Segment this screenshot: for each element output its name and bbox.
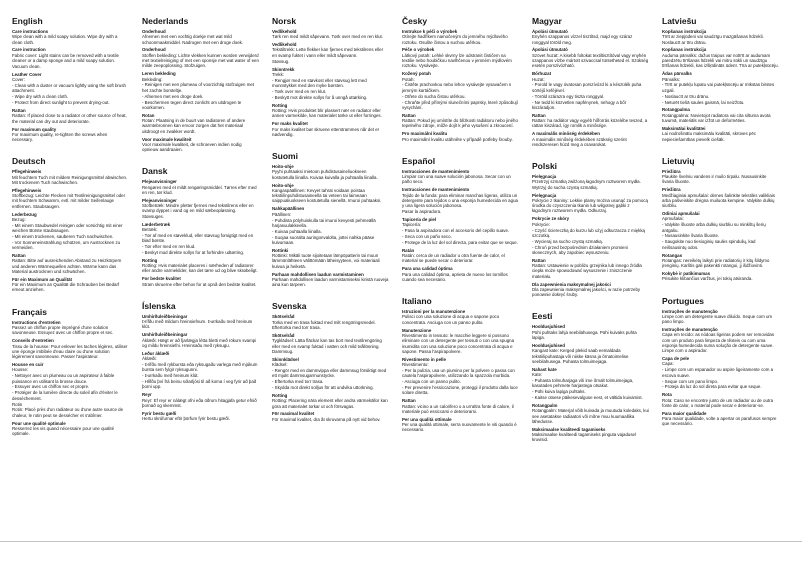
section-text: - Vor Sonneneinstrahlung schützen, um Austrocknen zu vermeiden. bbox=[12, 239, 121, 251]
section-text: Kangaspäällinen: Kevyet tahrat voidaan poistaa tekstiilinpuhdistusaineella tai veteen tai laimeaan saippualiuokseen kostutetulla sienellä. Imuroi puhtaaksi. bbox=[272, 187, 382, 204]
section-text: - Tør efter med en ren klud. bbox=[142, 244, 196, 250]
section-title: Kopšanas instrukcija bbox=[662, 47, 707, 53]
section-text: - Proteja da luz do sol direta para evitar que seque. bbox=[662, 384, 762, 390]
section-text: Pasar la aspiradora. bbox=[402, 209, 442, 215]
language-heading: Latviešu bbox=[662, 16, 697, 26]
section-title: Hooldusjuhised bbox=[532, 324, 565, 330]
section-title: For bedste kvalitet bbox=[142, 276, 181, 282]
section-text: Áklæði: bbox=[142, 356, 157, 362]
section-text: Pühi puhtaks lahja seebilahusega. Pühi kuivaks puhta lapiga. bbox=[532, 329, 637, 341]
section-title: Ápolási útmutató bbox=[532, 29, 568, 34]
section-title: For maximum quality bbox=[12, 126, 57, 132]
section-text: Rattan: Bitte auf ausreichenden Abstand zu Heizkörpern und anderen Wärmequellen achten. Wärme kann das Material austrocknen und schwächen. bbox=[12, 258, 122, 274]
section-text: Rotting: Placering nära element eller andra värmekällor kan göra att materialet torkar ut och försvagas. bbox=[272, 398, 388, 409]
section-title: Rotangpalm bbox=[532, 402, 558, 408]
section-text: - Nettoyer avec un plumeau ou un aspirateur à faible puissance en utilisant la brosse douce. bbox=[12, 373, 115, 384]
section-text: Lai nodrošinātu maksimālu kvalitāti, skrūves pēc nepieciešamības pievelk ciešāk. bbox=[662, 131, 756, 142]
text-column-4 bbox=[402, 16, 519, 457]
section-title: Nahast kate bbox=[532, 366, 557, 372]
section-title: Kožený potah bbox=[402, 71, 431, 77]
section-title: Rattan bbox=[402, 398, 416, 404]
section-text: - Tīrīt ar putekļu lupatu vai putekļsūcēju ar mīkstas birstes uzgali. bbox=[662, 82, 775, 93]
section-text: Ratán: cerca de un radiador u otra fuente de calor, el material se puede secar o deteriorar. bbox=[402, 253, 505, 264]
section-title: Onderhoud bbox=[142, 47, 166, 53]
section-title: Parhaan mahdollisen laadun varmistaminen bbox=[272, 271, 364, 277]
section-text: - Neturēt tiešā saules gaismā, lai neizžūtu. bbox=[662, 99, 745, 105]
section-text: - Seque com um pano limpo. bbox=[662, 378, 719, 384]
language-heading: Svenska bbox=[272, 301, 307, 312]
section-title: Pour une qualité optimale bbox=[12, 420, 66, 426]
section-title: Maksimaalse kvaliteedi tagamiseks bbox=[532, 426, 606, 432]
language-block-lietuvi- bbox=[662, 156, 779, 282]
section-text: Tygklädsel: Lätta fläckar kan tas bort med textilrengöring eller med en svamp fuktad i vatten och mild tvållösning. Dammsug. bbox=[272, 338, 382, 354]
language-heading: Dansk bbox=[142, 166, 168, 177]
text-column-3 bbox=[272, 16, 389, 457]
section-text: Látkový potah: Lehké skvrny lze odstranit čističem na textilie nebo houbičkou navlhčenou v jemném mýdlovém roztoku. Vysávejte. bbox=[402, 52, 512, 69]
section-text: Vacuum clean. bbox=[12, 63, 41, 69]
section-text: Betræk: bbox=[142, 226, 158, 232]
section-title: Manutenzione bbox=[402, 327, 432, 333]
section-text: Apmušalai: bbox=[662, 216, 684, 222]
text-column-6 bbox=[662, 16, 779, 457]
section-text: Kangast kate: Kerged plekid saab eemaldada tekstiilipuhastaja või niiske käsna ja õrnatoimelise seebilahusega. Puhasta tolmuimejaga. bbox=[532, 348, 629, 364]
section-title: Lederbezug bbox=[12, 211, 37, 217]
section-text: Per una qualità ottimale, serra nuovamente le viti quando è necessario. bbox=[402, 421, 517, 433]
section-title: Rattan bbox=[532, 112, 546, 118]
section-title: Skötselråd bbox=[272, 314, 295, 320]
section-title: Conseils d'entretien bbox=[12, 338, 54, 344]
section-text: Tørk ren med mildt såpevann. Tørk over med en ren klut. bbox=[272, 34, 383, 40]
section-title: Instrukce k péči o výrobek bbox=[402, 29, 458, 34]
section-text: Housse: bbox=[12, 367, 29, 373]
language-block-espa-ol bbox=[402, 156, 519, 282]
section-text: Áklæði: Hægt er að fjarlægja létta bletti með rökum svampi og mildu hreinsiefni. Hreinsaðu með ryksugu. bbox=[142, 337, 257, 348]
section-title: Ādas pārvalks bbox=[662, 71, 692, 77]
text-column-1 bbox=[12, 16, 129, 457]
section-text: - Čistěte prachovkou nebo lehce vysávejte vysavačem s jemným kartáčkem. bbox=[402, 82, 512, 93]
section-text: Auduma pārvalks: dažus traipus var notīrīt ar audumam paredzētu tīrīšanas līdzekli vai mitru sūkli un saudzīgu tīrīšanas līdzekli, kas izšķīdināts ūdenī. Tīra ar putekļsūcēju. bbox=[662, 52, 779, 69]
language-block-magyar bbox=[532, 16, 649, 147]
section-title: Skinntrekk bbox=[272, 66, 295, 72]
section-text: Hertu skrúfurnar eftir þörfum fyrir bestu gæði. bbox=[142, 416, 230, 422]
section-text: - Per la pulizia, usa un piumino per la polvere o passa con cautela l'aspirapolvere, utilizzando la spazzola morbida. bbox=[402, 367, 515, 379]
section-title: Rotting bbox=[272, 392, 288, 398]
section-title: Leður áklæði bbox=[142, 350, 170, 356]
section-text: För maximal kvalitet, dra åt skruvarna på nytt vid behov. bbox=[272, 416, 381, 422]
section-title: Fyrir bestu gæði bbox=[142, 410, 177, 416]
section-text: Rattan: If placed close to a radiator or other source of heat, the material can dry out and deteriorate. bbox=[12, 113, 127, 124]
section-text: - Kuivaa puhtaalla liinalla. bbox=[272, 228, 322, 234]
section-text: Rotting: Hvis produktet blir plassert nær en radiator eller annen varmekilde, kan materialet tørke ut eller forringes. bbox=[272, 108, 382, 119]
section-text: Enyhén szappanos vízzel tisztítsd, majd egy száraz ronggyal töröld meg. bbox=[532, 34, 633, 45]
section-text: Plaukite švelniu vandens ir muilo tirpalu. Nusausinkite švaria šluoste. bbox=[662, 174, 767, 185]
section-text: - Ne tedd ki közvetlen napfénynek, nehogy a bőr kiszáradjon. bbox=[532, 99, 627, 110]
section-title: Hooldusjuhised bbox=[532, 342, 565, 348]
text-column-2 bbox=[142, 16, 259, 457]
section-title: Istruzioni per la manutenzione bbox=[402, 309, 466, 315]
section-text: Rattan: Ustawienie w pobliżu grzejnika lub innego źródła ciepła może spowodować wysuszenie i zniszczenie materiału. bbox=[532, 263, 642, 279]
section-text: Rotangpalm: Materjal võib kuivada ja muutuda koledaks, kui see asetatakse radiaatori või mõne muu kuumaallika lähedusse. bbox=[532, 408, 649, 424]
section-title: Care instructions bbox=[12, 29, 49, 34]
section-title: Vedlikehold bbox=[272, 29, 297, 34]
section-text: Wipe clean with a mild soapy solution. Wipe dry with a clean cloth. bbox=[12, 34, 118, 45]
section-text: - Afnemen met een droge doek. bbox=[142, 93, 204, 99]
section-title: Hoito-ohje bbox=[272, 182, 294, 188]
section-text: Stoffen bekleding: Lichte vlekken kunnen worden verwijderd met textielreiniging of met een sponsje met wat water of een milde zeepoplossing. Stofzuigen. bbox=[142, 52, 259, 69]
section-text: Huzat: bbox=[532, 76, 545, 82]
section-text: Rattan: Pokud jej umístíte do blízkosti radiátoru nebo jiného tepelného zdroje, může dojít k jeho vysušení a zkroucení. bbox=[402, 118, 518, 129]
section-text: - Pühi kuiva lapiga puhtaks. bbox=[532, 389, 586, 395]
section-title: Rotting bbox=[142, 257, 158, 263]
section-title: Leather Cover bbox=[12, 71, 42, 77]
section-title: Pflegehinweis bbox=[12, 187, 42, 193]
section-text: Pro maximální kvalitu utáhněte v případě potřeby šrouby. bbox=[402, 136, 513, 142]
section-text: - Valykite šluoste arba dulkių siurbliu su minkštų šerių antgaliu. bbox=[662, 222, 766, 233]
language-block-deutsch bbox=[12, 156, 129, 292]
section-title: Vedlikehold bbox=[272, 42, 297, 48]
section-title: Onderhoud bbox=[142, 29, 166, 34]
section-text: Rotin: Placé près d'un radiateur ou d'une autre source de chaleur, le rotin peut se dessécher et s'abîmer. bbox=[12, 407, 124, 418]
section-title: Para maior qualidade bbox=[662, 410, 707, 416]
section-text: Tejido de la funda: para eliminar manchas ligeras, utiliza un detergente para tejidos o una esponja humedecida en agua y una ligera solución jabonosa. bbox=[402, 192, 518, 209]
section-text: Päällinen: bbox=[272, 211, 292, 217]
section-text: - Protéger de la lumière directe du soleil afin d'éviter le dessèchement. bbox=[12, 390, 118, 401]
section-title: Instruções de manutenção bbox=[662, 308, 718, 314]
section-text: Afnemen met een vochtig doekje met wat mild schoonmaakmiddel. Nadrogen met een droge doek. bbox=[142, 34, 244, 45]
language-block-portugues bbox=[662, 296, 779, 427]
language-heading: Français bbox=[12, 306, 47, 317]
section-title: Skinnklädsel bbox=[272, 356, 299, 362]
section-text: Parhaan mahdollisen laadun varmistamiseksi kiristä ruuveja aina kun tarpeen. bbox=[272, 276, 389, 288]
section-title: Instrucciones de mantenimiento bbox=[402, 187, 470, 193]
section-text: - Þurrkaðu með hreinum klút. bbox=[142, 373, 199, 379]
section-text: - Beskytt mot direkte sollys for å unngå uttørking. bbox=[272, 94, 368, 100]
language-heading: Nederlands bbox=[142, 16, 189, 26]
section-text: Rotan: Plaatsing in de buurt van radiatoren of andere warmtebronnen kan ervoor zorgen dat het materiaal uitdroogt en zwakker wordt. bbox=[142, 118, 246, 134]
section-text: Potah: bbox=[402, 76, 415, 82]
section-text: - Puhdista pölyhuiskulla tai imuroi kevyesti pehmeällä harjasuulakkeella. bbox=[272, 217, 376, 228]
section-title: Odiniai apmušalai bbox=[662, 211, 700, 217]
language-block--slenska bbox=[142, 301, 259, 422]
section-text: - Eftertorka med torr trasa. bbox=[272, 379, 324, 385]
section-text: Rotangas: nereikėtų laikyti prie radiatorių ir kitų šildymo įrenginių. Karštis gali pakenkti rotangui, jį išdžiovinti. bbox=[662, 257, 770, 269]
section-text: For maximum quality, re-tighten the screws when necessary. bbox=[12, 131, 108, 143]
section-text: Stram skruerne efter behov for at opnå den bedste kvalitet. bbox=[142, 281, 257, 287]
section-text: Reyr: Ef reyr er nálægt ofni eða öðrum hitagjafa getur efnið þornað og skemmst. bbox=[142, 397, 257, 408]
section-text: Torka med en trasa fuktad med milt rengöringsmedel. Eftertorka med torr trasa. bbox=[272, 319, 376, 331]
section-title: A maximális minőség érdekében bbox=[532, 131, 600, 137]
language-heading: Italiano bbox=[402, 296, 432, 307]
section-title: Rottinki bbox=[272, 247, 289, 253]
section-text: Resserrez les vis quand nécessaire pour une qualité optimale. bbox=[12, 425, 115, 437]
section-text: - Noslaucīt ar tīru drānu. bbox=[662, 93, 710, 99]
section-text: Otírejte hadříkem namočeným do jemného mýdlového roztoku. Osušte čistou a suchou utěrkou. bbox=[402, 34, 508, 45]
section-title: Rivestimento in pelle bbox=[402, 356, 446, 362]
section-text: Pulisci con una soluzione di acqua e sapone poco concentrata. Asciuga con un panno pulito. bbox=[402, 314, 500, 325]
section-text: - Porold le vagy óvatosan porszívózd ki a készülék puha sörtéjű keféjével. bbox=[532, 82, 642, 93]
section-title: Plejeanvisninger bbox=[142, 197, 177, 203]
section-title: Rotan bbox=[142, 112, 155, 118]
section-title: Rattan bbox=[532, 257, 546, 263]
section-text: Szövet huzat: A kisebb foltokat textiltisztítóval vagy enyhén szappanos vízbe mártott szivaccsal tüntetheted el. Szükség esetén porszívózható. bbox=[532, 52, 649, 69]
section-title: Tapicería de piel bbox=[402, 216, 437, 222]
section-title: Umhirðuleiðbeiningar bbox=[142, 313, 188, 319]
section-text: Para maior qualidade, volte a apertar os parafusos sempre que necessário. bbox=[662, 416, 777, 427]
section-text: Pokrycie z tkaniny: Lekkie plamy można usunąć za pomocą środka do czyszczenia tkanin lub wilgotnej gąbki z łagodnym roztworem mydła. Odkurzaj. bbox=[532, 197, 648, 214]
section-title: Rota bbox=[662, 392, 672, 398]
section-title: Para una calidad óptima bbox=[402, 266, 453, 272]
section-text: - Chraňte před přímými slunečními paprsky, které způsobují vysychání. bbox=[402, 99, 518, 110]
section-title: Instruções de manutenção bbox=[662, 327, 718, 333]
section-title: Rattan bbox=[402, 112, 416, 118]
language-block-polski bbox=[532, 161, 649, 297]
section-text: - Wipe dry with a clean cloth. bbox=[12, 94, 69, 100]
section-title: Pielęgnacja bbox=[532, 174, 557, 180]
section-text: - Rengjør med en støvkost eller støvsug lett med munnstykket med den myke børsten. bbox=[272, 77, 367, 89]
section-text: Þrífðu með mildum hreinsiefnum. Þurrkaðu með hreinum klút. bbox=[142, 319, 253, 330]
section-text: Capa: bbox=[662, 361, 674, 367]
section-title: Ápolási útmutató bbox=[532, 47, 568, 53]
section-text: Kate: bbox=[532, 372, 543, 378]
section-title: Rattan bbox=[12, 108, 26, 114]
section-text: Rivestimento: bbox=[402, 362, 429, 368]
section-text: - Pasa la aspiradora con el accesorio del cepillo suave. bbox=[402, 228, 510, 234]
section-title: Instructions d'entretien bbox=[12, 319, 61, 325]
section-text: For maks kvalitet bør skruene etterstrammes når det er nødvendig. bbox=[272, 126, 380, 137]
section-text: - Puhasta tolmuharjaga või ime õrnalt tolmuimejaga, kasutades pehmete harjastega otsakut. bbox=[532, 377, 634, 389]
section-text: - Clean with a duster or vacuum lightly using the soft brush attachment. bbox=[12, 83, 126, 94]
section-title: Capa de pele bbox=[662, 356, 690, 362]
language-block--esky bbox=[402, 16, 519, 142]
language-heading: Eesti bbox=[532, 311, 553, 322]
section-text: Przetrzyj szmatką zwilżoną łagodnym roztworem mydła. Wytrzyj do sucha czystą szmatką. bbox=[532, 179, 641, 190]
language-block-norsk bbox=[272, 16, 389, 137]
language-heading: Portugues bbox=[662, 295, 705, 306]
section-text: Tapicería: bbox=[402, 222, 422, 228]
section-text: - Protege de la luz del sol directa, para evitar que se seque. bbox=[402, 239, 518, 245]
section-text: Medžiaginiai apmušalai: dėmes šalinkite tekstilės valikliais arba pašveiskite drėgna muiluota kempine. Valykite dulkių siurbliu. bbox=[662, 192, 775, 209]
section-text: Tīrīt ar ziepjūdeni vai saudzīgu mazgāšanas līdzekli. Noslaucīt ar tīru drānu. bbox=[662, 34, 764, 45]
language-block-nederlands bbox=[142, 16, 259, 152]
section-title: Kopšanas instrukcija bbox=[662, 29, 707, 34]
section-text: Fabric cover: Light stains can be removed with a textile cleaner or a damp sponge and a mild soapy solution. bbox=[12, 52, 119, 64]
section-title: Plejeanvisninger bbox=[142, 179, 177, 185]
section-text: - Per prevenire l'essiccazione, proteggi il prodotto dalla luce solare diretta. bbox=[402, 385, 518, 396]
section-text: - Chroń przed bezpośrednim działaniem promieni słonecznych, aby zapobiec wysuszeniu. bbox=[532, 244, 628, 255]
section-title: För maximal kvalitet bbox=[272, 411, 315, 417]
section-text: Capa em tecido: as nódoas ligeiras podem ser removidas com um produto para limpeza de têxteis ou com uma esponja humedecida numa solução de detergente suave. Limpe com o aspirador. bbox=[662, 332, 775, 354]
section-text: Rengøres med et mildt rengøringsmiddel. Tørres efter med en ren, tør klud. bbox=[142, 184, 257, 195]
section-title: Rotangas bbox=[662, 252, 683, 258]
section-text: Tissu de la housse: Pour enlever les taches légères, utiliser une éponge imbibée d'eau claire ou d'une solution légèrement savonneuse. Passer l'aspirateur. bbox=[12, 343, 128, 360]
section-text: - Saugokite nuo tiesioginių saulės spindulių, kad neišsausintų odos. bbox=[662, 239, 756, 250]
section-text: - Töröld szárazra egy tiszta ronggyal. bbox=[532, 93, 605, 99]
section-text: Klädsel: bbox=[272, 362, 288, 368]
section-title: Umhirðuleiðbeiningar bbox=[142, 332, 188, 338]
language-block-suomi bbox=[272, 151, 389, 287]
section-text: Rota: Caso se encontre junto de um radiador ou de outra fonte de calor, o material pode secar e deteriorar-se. bbox=[662, 397, 774, 408]
section-text: - Limpe com um espanador ou aspire ligeiramente com a escova suave. bbox=[662, 367, 774, 378]
section-text: - Mit einem trockenen, sauberen Tuch nachwischen. bbox=[12, 234, 114, 240]
section-title: Skötselråd bbox=[272, 332, 295, 338]
section-title: Rattan bbox=[12, 253, 26, 259]
section-text: Limpiar con una suave solución jabonosa. Secar con un paño seco. bbox=[402, 174, 511, 185]
section-title: Rotting bbox=[272, 102, 288, 108]
section-text: Mit feuchtem Tuch mit mildem Reinigungsmittel abwischen. Mit trockenem Tuch nachwischen. bbox=[12, 174, 128, 185]
section-title: Pflegehinweis bbox=[12, 169, 42, 175]
section-text: - Czyść ściereczką do kurzu lub użyj odkurzacza z miękką szczotką. bbox=[532, 227, 645, 238]
section-title: For maks kvalitet bbox=[272, 121, 308, 127]
section-text: - Hlífðu því frá beinu sólarljósi til að koma í veg fyrir að það þorni upp. bbox=[142, 379, 257, 390]
section-text: Rivestimento in tessuto: le macchie leggere si possono eliminare con un detergente per tessuti o con una spugna inumidita con una soluzione poco concentrata di acqua e sapone. Passa l'aspirapolvere. bbox=[402, 332, 515, 354]
page-bottom-divider bbox=[0, 541, 802, 542]
section-text: Rotin bbox=[12, 401, 23, 407]
section-text: - Suojaa suoralta auringonvalolta, jottei nahka pääse kuivumaan. bbox=[272, 234, 375, 245]
language-heading: Suomi bbox=[272, 151, 298, 162]
section-title: Für ein Maximum an Qualität bbox=[12, 276, 73, 282]
language-block-svenska bbox=[272, 301, 389, 422]
section-text: Stofbetræk: Mindre pletter fjernes med tekstilrens eller en svamp dyppet i vand og en mild sæbeopløsning. Støvsuges. bbox=[142, 203, 254, 219]
section-text: - Protect from direct sunlight to prevent drying-out. bbox=[12, 100, 110, 106]
section-text: Maksimaalse kvaliteedi tagamiseks pinguta vajadusel kruvisid. bbox=[532, 431, 636, 443]
section-text: Bezug: bbox=[12, 216, 26, 222]
section-title: Pro maximální kvalitu bbox=[402, 131, 448, 137]
language-block-italiano bbox=[402, 296, 519, 432]
language-heading: Español bbox=[402, 155, 436, 166]
section-text: - Otřete do sucha čistou utěrkou. bbox=[402, 93, 466, 99]
section-text: Rattan: vicino a un calorifero o a un'altra fonte di calore, il materiale può essiccarsi e deteriorarsi. bbox=[402, 403, 514, 414]
language-block-latvie-u bbox=[662, 16, 779, 142]
language-heading: English bbox=[12, 16, 43, 26]
section-title: Priežiūra bbox=[662, 187, 681, 193]
section-title: Nahkapäällinen bbox=[272, 206, 305, 212]
language-block-dansk bbox=[142, 166, 259, 287]
section-text: Støvsug. bbox=[272, 58, 290, 64]
language-heading: Deutsch bbox=[12, 156, 46, 167]
language-heading: Polski bbox=[532, 161, 558, 172]
section-text: - Nusausinkite švaria šluoste. bbox=[662, 233, 720, 239]
section-text: - Beskyt mod direkte sollys for at forhindre udtørring. bbox=[142, 249, 244, 255]
section-text: Trekk: bbox=[272, 71, 285, 77]
section-text: Dla zapewnienia maksymalnej jakości, w razie potrzeby ponownie dokręć śruby. bbox=[532, 286, 641, 298]
language-heading: Magyar bbox=[532, 16, 562, 26]
section-title: Priežiūra bbox=[662, 168, 681, 174]
section-title: Care instruction bbox=[12, 47, 46, 53]
section-text: - Þrífðu með rykbursta eða ryksugaðu varlega með mjúkum bursta sem fylgir ryksugunni. bbox=[142, 362, 258, 373]
section-text: Para una calidad óptima, aprieta de nuevo los tornillos cuando sea necesario. bbox=[402, 271, 508, 282]
section-title: Rotangpalma bbox=[662, 107, 690, 113]
section-text: - Wycieraj na sucho czystą szmatką. bbox=[532, 238, 603, 244]
section-text: - Reinigen met een plumeau of voorzichtig stofzuigen met het zachte borsteltje. bbox=[142, 82, 255, 93]
section-title: Péče o výrobek bbox=[402, 47, 435, 53]
section-text: Passez un chiffon propre imprégné d'une solution savonneuse. Essuyez avec un chiffon propre et sec. bbox=[12, 325, 114, 336]
section-text: - Seca con un paño seco. bbox=[402, 234, 452, 240]
section-text: - Kaitse otsese päikesevalguse eest, et vältida kuivamist. bbox=[532, 395, 643, 401]
section-text: Rotangpalma: Novietojot radiatora vai cita siltuma avota tuvumā, materiāls var izžūt un deformēties. bbox=[662, 112, 771, 124]
section-text: Stoffbezug: Leichte Flecken mit Textilreinigungsmittel oder mit feuchtem Schwamm, evtl. mit milder Seifenlauge entfernen. Staubsaugen. bbox=[12, 193, 126, 209]
section-title: Maksimālai kvalitātei bbox=[662, 125, 706, 131]
section-text: - Skydda mot direkt solljus för att undvika uttorkning. bbox=[272, 385, 374, 391]
section-text: Prisukite klibančius varžtus, jei tokių atsiranda. bbox=[662, 276, 753, 282]
section-text: Pokrycie: bbox=[532, 221, 551, 227]
section-text: Pārvalks: bbox=[662, 76, 681, 82]
language-heading: Íslenska bbox=[142, 300, 176, 311]
section-title: Ratán bbox=[402, 247, 415, 253]
section-title: Bőrhuzat bbox=[532, 71, 552, 77]
section-text: Pyyhi puhtaaksi mietoon puhdistusaineliuokseen kostutetulla liinalla. Kuivaa kuivalla ja puhtaalla liinalla. bbox=[272, 169, 378, 180]
section-title: Pokrycie ze skóry bbox=[532, 216, 570, 222]
section-title: Instrucciones de mantenimiento bbox=[402, 168, 470, 174]
language-block-fran-ais bbox=[12, 307, 129, 437]
section-title: Pielęgnacja bbox=[532, 192, 557, 198]
text-columns bbox=[12, 16, 779, 457]
language-block-english bbox=[12, 16, 129, 142]
section-title: Dla zapewnienia maksymalnej jakości bbox=[532, 281, 611, 287]
section-text: - Mit einem Staubwedel reinigen oder vorsichtig mit einer weichen Bürste staubsaugen. bbox=[12, 222, 123, 234]
section-text: A maximális minőség érdekében szükség szerint rendszeresen húzd meg a csavarokat. bbox=[532, 136, 627, 147]
section-text: Bekleding: bbox=[142, 76, 163, 82]
section-text: - Rengör med en dammvippa eller dammsug försiktigt med ett mjukt dammsugarmunstycke. bbox=[272, 367, 387, 379]
language-heading: Norsk bbox=[272, 16, 297, 26]
text-column-5 bbox=[532, 16, 649, 457]
section-title: Reyr bbox=[142, 392, 152, 398]
section-title: Hoito-ohje bbox=[272, 164, 294, 170]
section-title: Per una qualità ottimale bbox=[402, 416, 452, 422]
section-text: Limpe com um detergente suave diluído. Seque com um pano limpo. bbox=[662, 313, 773, 325]
section-title: Kokybė ir patikimumas bbox=[662, 271, 711, 276]
section-title: Voor maximale kwaliteit bbox=[142, 136, 192, 142]
section-text: Tekstiltrekk: Lette flekker kan fjernes med tekstilrens eller en svamp fuktet i vann eller mildt såpevann. bbox=[272, 47, 384, 58]
section-text: - Beschermen tegen direct zonlicht om uitdrogen te voorkomen. bbox=[142, 99, 242, 110]
section-text: - Asciuga con un panno pulito. bbox=[402, 379, 461, 385]
section-text: Rotting: Hvis materialet placeres i nærheden af radiatorer eller andre varmekilder, kan det tørre ud og blive skrøbeligt. bbox=[142, 263, 258, 274]
section-text: Rattan: ha radiátor vagy egyéb hőforrás közelébe teszed, a rattan kiszárad, így romlik a minősége. bbox=[532, 118, 648, 129]
section-text: Cover: bbox=[12, 77, 25, 83]
language-block-eesti bbox=[532, 311, 649, 442]
section-text: - Tørk over med en ren klut. bbox=[272, 88, 327, 94]
section-title: Housse en cuir bbox=[12, 362, 44, 368]
language-heading: Lietuvių bbox=[662, 155, 695, 166]
section-title: Læderbetræk bbox=[142, 221, 171, 227]
language-heading: Česky bbox=[402, 16, 428, 26]
section-text: Voor maximale kwaliteit, de schroeven indien nodig opnieuw aandraaien. bbox=[142, 141, 242, 153]
section-title: Leren bekleding bbox=[142, 71, 176, 77]
section-text: - Tør af med en støveklud, eller støvsug forsigtigt med en blød børste. bbox=[142, 232, 254, 244]
section-text: - Essuyer avec un chiffon sec et propre. bbox=[12, 384, 90, 390]
section-text: Für ein Maximum an Qualität die Schrauben bei Bedarf erneut anziehen. bbox=[12, 282, 120, 293]
section-text: Rottinki: Mikäli tuote sijoitetaan lämpöpatterin tai muun lämmönlähteen välittömään läheisyyteen, voi materiaali kuivua ja heiketä. bbox=[272, 253, 380, 269]
